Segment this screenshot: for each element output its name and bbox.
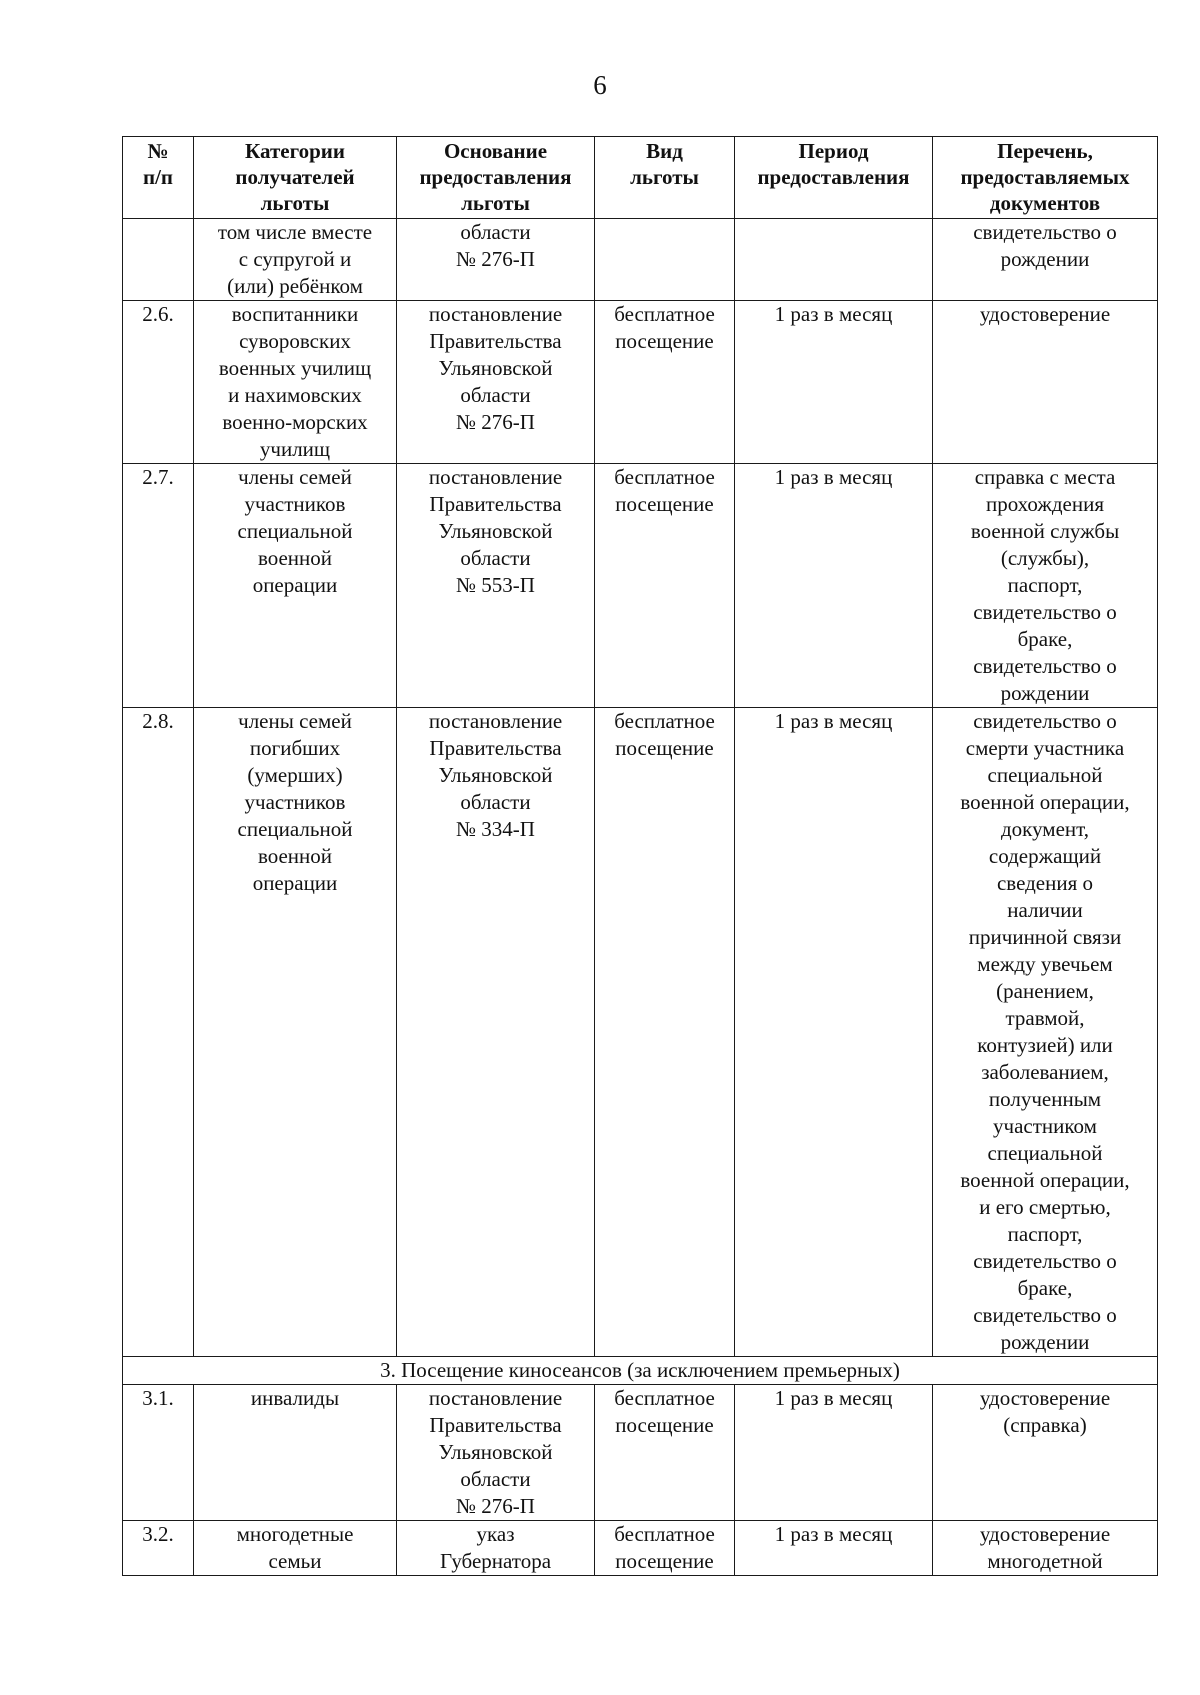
cell-line: документов bbox=[989, 191, 1101, 215]
cell-line: (службы), bbox=[1000, 546, 1090, 570]
cell-line: бесплатное bbox=[614, 1386, 715, 1410]
section-heading-row bbox=[123, 1357, 1158, 1385]
cell-category bbox=[194, 1385, 397, 1521]
cell-line: том числе вместе bbox=[217, 220, 373, 244]
cell-line: (или) ребёнком bbox=[227, 274, 363, 298]
cell-line: удостоверение bbox=[979, 1522, 1111, 1546]
cell-line: военно-морских bbox=[222, 410, 368, 434]
header-basis bbox=[397, 137, 595, 219]
cell-period bbox=[735, 464, 933, 708]
cell-category bbox=[194, 708, 397, 1357]
cell-line: 2.8. bbox=[142, 709, 174, 733]
cell-line: справка с места bbox=[974, 465, 1116, 489]
cell-line: и его смертью, bbox=[979, 1195, 1111, 1219]
cell-line: и нахимовских bbox=[228, 383, 362, 407]
cell-line: Ульяновской bbox=[438, 1440, 553, 1464]
header-period bbox=[735, 137, 933, 219]
cell-line: смерти участника bbox=[965, 736, 1125, 760]
cell-documents bbox=[933, 708, 1158, 1357]
cell-benefit-type bbox=[595, 1521, 735, 1576]
cell-line: сведения о bbox=[996, 871, 1094, 895]
cell-line: члены семей bbox=[238, 465, 352, 489]
table-row bbox=[123, 1385, 1158, 1521]
cell-line: посещение bbox=[615, 1549, 714, 1573]
cell-line: документ, bbox=[1000, 817, 1089, 841]
cell-line: специальной bbox=[987, 1141, 1103, 1165]
cell-line: 3.2. bbox=[142, 1522, 174, 1546]
cell-line: посещение bbox=[615, 1413, 714, 1437]
cell-line: № 553-П bbox=[456, 573, 535, 597]
cell-line: получателей bbox=[235, 165, 355, 189]
cell-line: Ульяновской bbox=[438, 356, 553, 380]
cell-line: постановление bbox=[428, 465, 563, 489]
cell-line: свидетельство о bbox=[973, 220, 1117, 244]
cell-line: свидетельство о bbox=[973, 709, 1117, 733]
cell-number bbox=[123, 219, 194, 301]
cell-line: области bbox=[460, 383, 531, 407]
cell-line: многодетные bbox=[236, 1522, 354, 1546]
cell-line: посещение bbox=[615, 492, 714, 516]
cell-benefit-type bbox=[595, 301, 735, 464]
cell-period bbox=[735, 1521, 933, 1576]
cell-line: многодетной bbox=[987, 1549, 1103, 1573]
cell-line: 1 раз в месяц bbox=[774, 1522, 893, 1546]
cell-line: операции bbox=[252, 871, 338, 895]
cell-line: области bbox=[460, 220, 531, 244]
cell-line: области bbox=[460, 1467, 531, 1491]
cell-line: области bbox=[460, 546, 531, 570]
cell-benefit-type bbox=[595, 464, 735, 708]
cell-line: льготы bbox=[461, 191, 530, 215]
cell-line: свидетельство о bbox=[973, 1303, 1117, 1327]
cell-line: рождении bbox=[1000, 1330, 1090, 1354]
cell-number bbox=[123, 1385, 194, 1521]
cell-line: п/п bbox=[142, 165, 174, 189]
table-row bbox=[123, 219, 1158, 301]
table-row bbox=[123, 1521, 1158, 1576]
cell-benefit-type bbox=[595, 1385, 735, 1521]
cell-line: члены семей bbox=[238, 709, 352, 733]
cell-basis bbox=[397, 219, 595, 301]
cell-number bbox=[123, 1521, 194, 1576]
cell-line: воспитанники bbox=[231, 302, 359, 326]
table-row bbox=[123, 301, 1158, 464]
cell-line: суворовских bbox=[239, 329, 351, 353]
cell-line bbox=[126, 219, 190, 246]
cell-basis bbox=[397, 708, 595, 1357]
cell-line: (ранением, bbox=[996, 979, 1094, 1003]
cell-line: Категории bbox=[245, 139, 345, 163]
header-documents bbox=[933, 137, 1158, 219]
cell-line: операции bbox=[252, 573, 338, 597]
cell-line: училищ bbox=[259, 437, 331, 461]
cell-line: посещение bbox=[615, 736, 714, 760]
cell-line: льготы bbox=[260, 191, 330, 215]
cell-line: предоставляемых bbox=[960, 165, 1130, 189]
cell-line: постановление bbox=[428, 302, 563, 326]
cell-line: Ульяновской bbox=[438, 763, 553, 787]
table-row bbox=[123, 464, 1158, 708]
cell-line: специальной bbox=[237, 519, 353, 543]
cell-number bbox=[123, 464, 194, 708]
cell-line: области bbox=[460, 790, 531, 814]
cell-number bbox=[123, 708, 194, 1357]
cell-category bbox=[194, 301, 397, 464]
cell-line: свидетельство о bbox=[973, 654, 1117, 678]
cell-line bbox=[738, 219, 929, 246]
cell-line: удостоверение bbox=[979, 302, 1111, 326]
cell-line: военной bbox=[257, 844, 333, 868]
cell-category bbox=[194, 219, 397, 301]
cell-line: участников bbox=[244, 790, 346, 814]
cell-line: 2.6. bbox=[142, 302, 174, 326]
cell-period bbox=[735, 301, 933, 464]
cell-line: Ульяновской bbox=[438, 519, 553, 543]
cell-line: Губернатора bbox=[439, 1549, 552, 1573]
cell-line: браке, bbox=[1017, 1276, 1073, 1300]
cell-category bbox=[194, 464, 397, 708]
cell-line: (справка) bbox=[1003, 1413, 1087, 1437]
cell-documents bbox=[933, 1521, 1158, 1576]
cell-basis bbox=[397, 301, 595, 464]
cell-documents bbox=[933, 1385, 1158, 1521]
cell-line: военной операции, bbox=[960, 1168, 1130, 1192]
cell-line: участником bbox=[993, 1114, 1097, 1138]
cell-line: бесплатное bbox=[614, 1522, 715, 1546]
cell-line: Вид bbox=[646, 139, 683, 163]
cell-line: Перечень, bbox=[997, 139, 1093, 163]
section-heading: 3. Посещение киносеансов (за исключением премьерных) bbox=[123, 1357, 1158, 1385]
cell-documents bbox=[933, 301, 1158, 464]
cell-line: свидетельство о bbox=[973, 1249, 1117, 1273]
cell-period bbox=[735, 708, 933, 1357]
cell-line: № 276-П bbox=[456, 1494, 535, 1518]
cell-line: посещение bbox=[615, 329, 714, 353]
cell-line: травмой, bbox=[1005, 1006, 1085, 1030]
cell-line: семьи bbox=[268, 1549, 322, 1573]
cell-line: военной операции, bbox=[960, 790, 1130, 814]
cell-line bbox=[598, 219, 731, 246]
cell-category bbox=[194, 1521, 397, 1576]
cell-documents bbox=[933, 464, 1158, 708]
cell-line: с супругой и bbox=[238, 247, 352, 271]
cell-line: № 334-П bbox=[456, 817, 535, 841]
header-benefit-type bbox=[595, 137, 735, 219]
cell-line: Правительства bbox=[429, 1413, 562, 1437]
cell-line: специальной bbox=[237, 817, 353, 841]
cell-documents bbox=[933, 219, 1158, 301]
cell-line: бесплатное bbox=[614, 465, 715, 489]
cell-line: Правительства bbox=[429, 329, 562, 353]
cell-line: рождении bbox=[1000, 247, 1090, 271]
cell-line: Правительства bbox=[429, 492, 562, 516]
cell-line: 1 раз в месяц bbox=[774, 302, 893, 326]
cell-line: № 276-П bbox=[456, 410, 535, 434]
cell-line: полученным bbox=[988, 1087, 1102, 1111]
cell-line: № 276-П bbox=[456, 247, 535, 271]
cell-line: специальной bbox=[987, 763, 1103, 787]
cell-period bbox=[735, 219, 933, 301]
cell-line: браке, bbox=[1017, 627, 1073, 651]
cell-line: 2.7. bbox=[142, 465, 174, 489]
cell-line: военных училищ bbox=[218, 356, 372, 380]
cell-line: льготы bbox=[630, 165, 699, 189]
cell-line: предоставления bbox=[419, 165, 572, 189]
cell-line: бесплатное bbox=[614, 709, 715, 733]
table-body bbox=[123, 219, 1158, 1576]
cell-line: наличии bbox=[1007, 898, 1083, 922]
cell-line: погибших bbox=[249, 736, 341, 760]
table-header-row bbox=[123, 137, 1158, 219]
cell-line: заболеванием, bbox=[981, 1060, 1109, 1084]
cell-line: Правительства bbox=[429, 736, 562, 760]
cell-line: Период bbox=[798, 139, 869, 163]
cell-line: причинной связи bbox=[968, 925, 1122, 949]
cell-line: указ bbox=[476, 1522, 515, 1546]
cell-line: военной bbox=[257, 546, 333, 570]
page-number: 6 bbox=[593, 70, 607, 100]
cell-period bbox=[735, 1385, 933, 1521]
cell-basis bbox=[397, 464, 595, 708]
benefits-table bbox=[122, 136, 1158, 1576]
cell-line: между увечьем bbox=[977, 952, 1113, 976]
cell-basis bbox=[397, 1385, 595, 1521]
cell-line: Основание bbox=[443, 139, 548, 163]
cell-line: постановление bbox=[428, 1386, 563, 1410]
cell-line: удостоверение bbox=[979, 1386, 1111, 1410]
cell-basis bbox=[397, 1521, 595, 1576]
cell-line: рождении bbox=[1000, 681, 1090, 705]
cell-line: свидетельство о bbox=[973, 600, 1117, 624]
cell-line: 1 раз в месяц bbox=[774, 1386, 893, 1410]
cell-line: (умерших) bbox=[247, 763, 343, 787]
cell-line: № bbox=[147, 139, 169, 163]
cell-line: паспорт, bbox=[1007, 1222, 1083, 1246]
header-category bbox=[194, 137, 397, 219]
cell-line: инвалиды bbox=[250, 1386, 340, 1410]
cell-line: прохождения bbox=[985, 492, 1105, 516]
cell-line: 1 раз в месяц bbox=[774, 709, 893, 733]
cell-line: содержащий bbox=[988, 844, 1102, 868]
cell-line: участников bbox=[244, 492, 346, 516]
cell-benefit-type bbox=[595, 708, 735, 1357]
cell-line: постановление bbox=[428, 709, 563, 733]
header-number bbox=[123, 137, 194, 219]
cell-benefit-type bbox=[595, 219, 735, 301]
table-row bbox=[123, 708, 1158, 1357]
cell-line: 1 раз в месяц bbox=[774, 465, 893, 489]
cell-number bbox=[123, 301, 194, 464]
cell-line: контузией) или bbox=[977, 1033, 1113, 1057]
cell-line: военной службы bbox=[970, 519, 1120, 543]
cell-line: 3.1. bbox=[142, 1386, 174, 1410]
cell-line: предоставления bbox=[757, 165, 910, 189]
cell-line: бесплатное bbox=[614, 302, 715, 326]
cell-line: паспорт, bbox=[1007, 573, 1083, 597]
